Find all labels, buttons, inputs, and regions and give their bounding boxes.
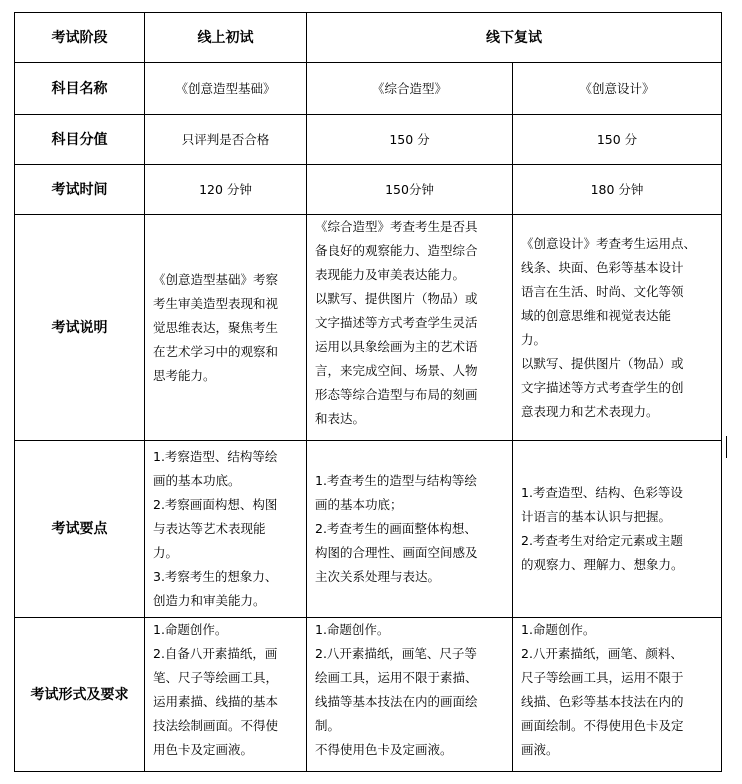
text-line: 线描、色彩等基本技法在内的 [521, 694, 684, 709]
text-line: 主次关系处理与表达。 [315, 569, 441, 584]
text-line: 2.考查考生对给定元素或主题 [521, 533, 683, 548]
text-line: 语言在生活、时尚、文化等领 [521, 283, 684, 299]
cell-subject-name-offline-1: 《综合造型》 [307, 63, 513, 115]
text-line: 运用素描、线描的基本 [153, 694, 279, 709]
text-line: 《创意造型基础》考察 [153, 271, 279, 287]
text-line: 在艺术学习中的观察和 [153, 343, 279, 359]
text-line: 画液。 [521, 742, 559, 757]
cell-time-offline-1: 150分钟 [307, 165, 513, 215]
header-online-prelim: 线上初试 [145, 13, 307, 63]
cell-score-offline-1: 150 分 [307, 115, 513, 165]
text-line: 思考能力。 [153, 367, 216, 383]
text-line: 不得使用色卡及定画液。 [315, 742, 453, 757]
text-line: 画的基本功底； [315, 497, 403, 512]
cell-subject-name-online: 《创意造型基础》 [145, 63, 307, 115]
text-line: 制。 [315, 718, 341, 733]
cell-score-offline-2: 150 分 [513, 115, 722, 165]
label-subject-score: 科目分值 [15, 115, 145, 165]
text-line: 2.八开素描纸，画笔、颜料、 [521, 646, 683, 661]
text-line: 备良好的观察能力、造型综合 [315, 243, 478, 258]
text-line: 以默写、提供图片（物品）或 [315, 291, 478, 306]
cell-desc-offline-2 [513, 215, 722, 441]
text-line: 2.八开素描纸，画笔、尺子等 [315, 646, 477, 661]
cell-score-online: 只评判是否合格 [145, 115, 307, 165]
header-exam-stage: 考试阶段 [15, 13, 145, 63]
text-line: 3.考察考生的想象力、 [153, 569, 278, 584]
text-line: 线条、块面、色彩等基本设计 [521, 259, 684, 275]
text-line: 计语言的基本认识与把握。 [521, 509, 672, 524]
row-exam-time [15, 165, 722, 215]
text-line: 创造力和审美能力。 [153, 593, 266, 608]
text-line: 2.考察画面构想、构图 [153, 497, 278, 512]
cell-points-offline-1 [307, 441, 513, 618]
label-exam-points: 考试要点 [15, 441, 145, 618]
text-line: 笔、尺子等绘画工具， [153, 670, 279, 685]
label-exam-time: 考试时间 [15, 165, 145, 215]
header-offline-retest: 线下复试 [307, 13, 722, 63]
text-line: 尺子等绘画工具，运用不限于 [521, 670, 684, 685]
text-line: 的观察力、理解力、想象力。 [521, 557, 684, 572]
text-line: 2.自备八开素描纸，画 [153, 646, 278, 661]
text-line: 2.考查考生的画面整体构想、 [315, 521, 477, 536]
label-subject-name: 科目名称 [15, 63, 145, 115]
cell-time-offline-2: 180 分钟 [513, 165, 722, 215]
cell-form-online [145, 618, 307, 772]
text-line: 技法绘制画面。不得使 [153, 718, 279, 733]
cell-form-offline-2 [513, 618, 722, 772]
text-line: 力。 [521, 331, 547, 347]
text-line: 1.考察造型、结构等绘 [153, 449, 278, 464]
row-subject-name [15, 63, 722, 115]
text-line: 线描等基本技法在内的画面绘 [315, 694, 478, 709]
text-line: 与表达等艺术表现能 [153, 521, 266, 536]
text-line: 用色卡及定画液。 [153, 742, 254, 757]
table-header-row [15, 13, 722, 63]
text-cursor [726, 436, 727, 458]
text-line: 画的基本功底。 [153, 473, 241, 488]
cell-desc-offline-1 [307, 215, 513, 441]
text-line: 和表达。 [315, 411, 366, 426]
cell-points-offline-2 [513, 441, 722, 618]
exam-table [14, 12, 722, 772]
text-line: 表现能力及审美表达能力。 [315, 267, 466, 282]
text-line: 运用以具象绘画为主的艺术语 [315, 339, 478, 354]
text-line: 1.命题创作。 [153, 622, 228, 637]
text-line: 言，来完成空间、场景、人物 [315, 363, 478, 378]
text-line: 文字描述等方式考查学生灵活 [315, 315, 478, 330]
row-exam-desc [15, 215, 722, 441]
cell-subject-name-offline-2: 《创意设计》 [513, 63, 722, 115]
text-line: 力。 [153, 545, 179, 560]
label-exam-desc: 考试说明 [15, 215, 145, 441]
cell-time-online: 120 分钟 [145, 165, 307, 215]
text-line: 《创意设计》考查考生运用点、 [521, 235, 697, 251]
row-exam-form [15, 618, 722, 772]
text-line: 《综合造型》考查考生是否具 [315, 219, 478, 234]
cell-desc-online [145, 215, 307, 441]
cell-form-offline-1 [307, 618, 513, 772]
text-line: 以默写、提供图片（物品）或 [521, 355, 684, 371]
label-exam-form: 考试形式及要求 [15, 618, 145, 772]
text-line: 画面绘制。不得使用色卡及定 [521, 718, 684, 733]
text-line: 1.命题创作。 [521, 622, 596, 637]
row-subject-score [15, 115, 722, 165]
cell-points-online [145, 441, 307, 618]
text-line: 考生审美造型表现和视 [153, 295, 279, 311]
text-line: 构图的合理性、画面空间感及 [315, 545, 478, 560]
text-line: 形态等综合造型与布局的刻画 [315, 387, 478, 402]
text-line: 域的创意思维和视觉表达能 [521, 307, 672, 323]
text-line: 1.考查造型、结构、色彩等设 [521, 485, 683, 500]
row-exam-points [15, 441, 722, 618]
text-line: 文字描述等方式考查学生的创 [521, 379, 684, 395]
text-line: 意表现力和艺术表现力。 [521, 403, 659, 419]
text-line: 1.命题创作。 [315, 622, 390, 637]
text-line: 觉思维表达，聚焦考生 [153, 319, 279, 335]
text-line: 1.考查考生的造型与结构等绘 [315, 473, 477, 488]
text-line: 绘画工具，运用不限于素描、 [315, 670, 478, 685]
